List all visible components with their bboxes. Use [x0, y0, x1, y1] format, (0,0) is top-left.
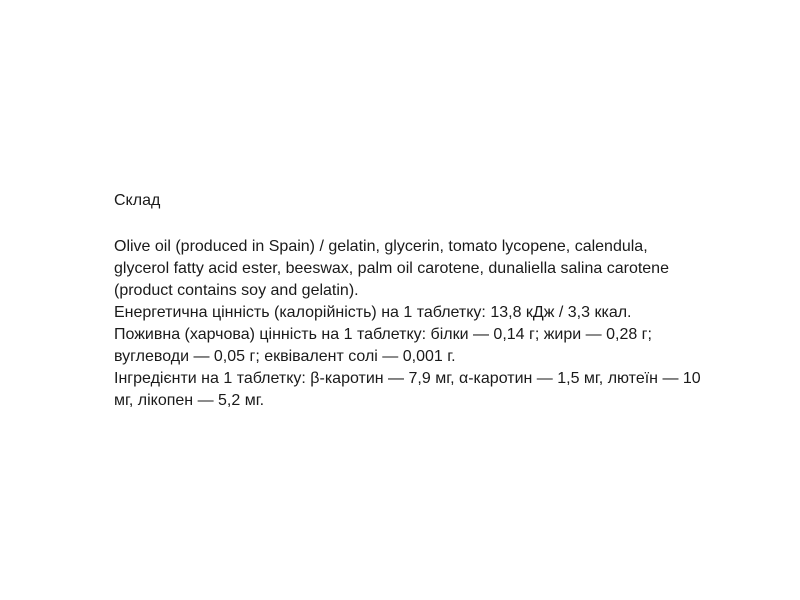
composition-section [114, 190, 704, 412]
text-line: Поживна (харчова) цінність на 1 таблетку: білки — 0,14 г; жири — 0,28 г; [114, 326, 652, 343]
text-line: Інгредієнти на 1 таблетку: β-каротин — 7,9 мг, α-каротин — 1,5 мг, лютеїн — 10 [114, 370, 701, 387]
text-line: вуглеводи — 0,05 г; еквівалент солі — 0,001 г. [114, 348, 456, 365]
text-line: glycerol fatty acid ester, beeswax, palm oil carotene, dunaliella salina carotene [114, 260, 669, 277]
text-line: (product contains soy and gelatin). [114, 282, 359, 299]
text-line: Olive oil (produced in Spain) / gelatin, glycerin, tomato lycopene, calendula, [114, 238, 648, 255]
text-line: Енергетична цінність (калорійність) на 1 таблетку: 13,8 кДж / 3,3 ккал. [114, 304, 632, 321]
composition-text [114, 236, 704, 412]
text-line: мг, лікопен — 5,2 мг. [114, 392, 265, 409]
section-title: Склад [114, 192, 161, 209]
